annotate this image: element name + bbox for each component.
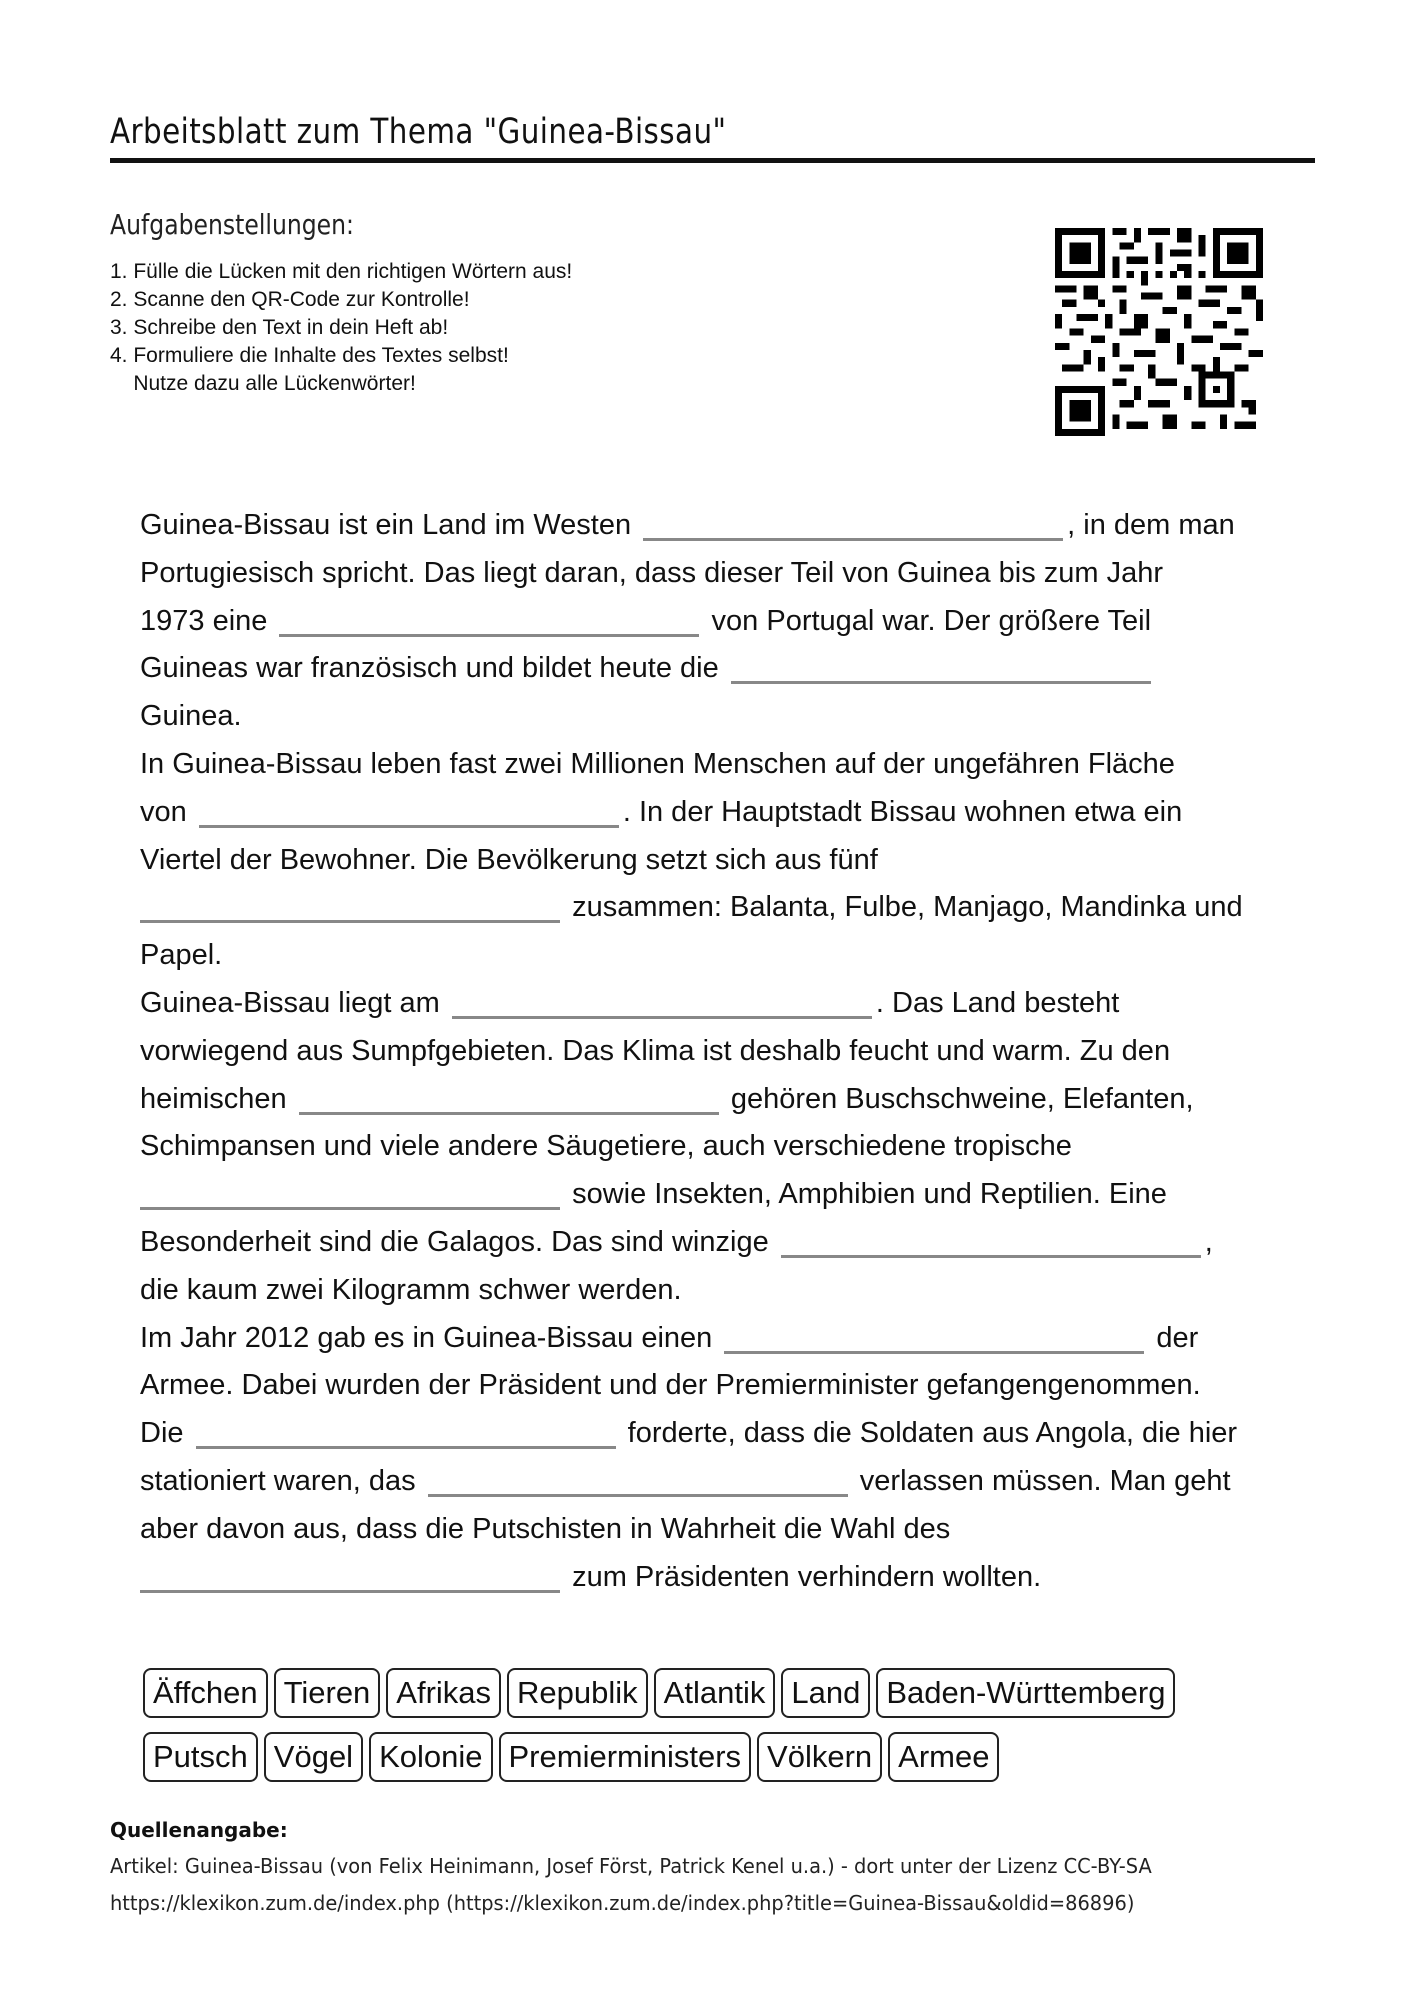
cloze-text [140, 502, 1290, 1601]
word-chip[interactable]: Putsch [143, 1732, 258, 1782]
tasks-heading: Aufgabenstellungen: [110, 208, 354, 241]
text-segment: In Guinea-Bissau leben fast zwei Millionen Menschen auf der ungefähren Fläche [140, 747, 1175, 780]
blank-field[interactable] [279, 604, 699, 637]
text-segment: Guinea-Bissau ist ein Land im Westen [140, 509, 632, 541]
task-list [110, 258, 572, 398]
text-segment: aber davon aus, dass die Putschisten in Wahrheit die Wahl des [140, 1512, 951, 1545]
word-chip[interactable]: Tieren [274, 1668, 381, 1718]
blank-field[interactable] [781, 1225, 1201, 1258]
page-title: Arbeitsblatt zum Thema "Guinea-Bissau" [110, 112, 727, 152]
text-segment: forderte, dass die Soldaten aus Angola, die hier [627, 1417, 1238, 1450]
text-segment: 1973 eine [140, 604, 268, 637]
word-chip[interactable]: Vögel [264, 1732, 363, 1782]
word-chip[interactable]: Land [781, 1668, 870, 1718]
text-segment: von [140, 795, 187, 828]
blank-field[interactable] [196, 1416, 616, 1449]
task-item: 4. Formuliere die Inhalte des Textes selbst! [110, 344, 509, 367]
text-segment: Guinea-Bissau liegt am [140, 986, 440, 1019]
text-segment: Viertel der Bewohner. Die Bevölkerung setzt sich aus fünf [140, 843, 878, 876]
blank-field[interactable] [428, 1464, 848, 1497]
word-bank-row [143, 1668, 1303, 1718]
text-segment: die kaum zwei Kilogramm schwer werden. [140, 1273, 682, 1306]
word-bank-row [143, 1732, 1303, 1782]
task-item: 2. Scanne den QR-Code zur Kontrolle! [110, 288, 470, 311]
blank-field[interactable] [452, 986, 872, 1019]
text-segment: heimischen [140, 1082, 287, 1115]
text-segment: vorwiegend aus Sumpfgebieten. Das Klima ist deshalb feucht und warm. Zu den [140, 1034, 1171, 1067]
word-chip[interactable]: Atlantik [654, 1668, 776, 1718]
text-segment: zum Präsidenten verhindern wollten. [572, 1560, 1042, 1593]
text-segment: Papel. [140, 939, 223, 972]
text-segment: . In der Hauptstadt Bissau wohnen etwa ein [622, 795, 1183, 828]
task-item: 3. Schreibe den Text in dein Heft ab! [110, 316, 449, 339]
blank-field[interactable] [643, 508, 1063, 541]
text-segment: Die [140, 1417, 184, 1450]
blank-field[interactable] [140, 1560, 560, 1593]
text-segment: von Portugal war. Der größere Teil [711, 604, 1152, 637]
word-chip[interactable]: Premierministers [499, 1732, 752, 1782]
word-chip[interactable]: Afrikas [386, 1668, 501, 1718]
source-citation: Artikel: Guinea-Bissau (von Felix Heinimann, Josef Först, Patrick Kenel u.a.) - dort unter der Lizenz CC-BY-SA [110, 1854, 1152, 1878]
word-chip[interactable]: Äffchen [143, 1668, 268, 1718]
title-divider [110, 158, 1315, 163]
word-chip[interactable]: Kolonie [369, 1732, 492, 1782]
text-segment: Besonderheit sind die Galagos. Das sind winzige [140, 1225, 769, 1258]
text-segment: Im Jahr 2012 gab es in Guinea-Bissau einen [140, 1321, 713, 1354]
text-segment: Schimpansen und viele andere Säugetiere, auch verschiedene tropische [140, 1130, 1072, 1163]
text-segment: gehören Buschschweine, Elefanten, [730, 1082, 1194, 1115]
task-item: 1. Fülle die Lücken mit den richtigen Wörtern aus! [110, 260, 573, 283]
text-segment: , in dem man [1067, 509, 1235, 541]
source-heading: Quellenangabe: [110, 1818, 288, 1842]
blank-field[interactable] [199, 795, 619, 828]
task-item: Nutze dazu alle Lückenwörter! [110, 372, 416, 395]
text-segment: sowie Insekten, Amphibien und Reptilien. Eine [572, 1178, 1167, 1211]
blank-field[interactable] [731, 651, 1151, 684]
text-segment: , [1204, 1225, 1213, 1258]
text-segment: zusammen: Balanta, Fulbe, Manjago, Mandinka und [572, 891, 1243, 924]
word-chip[interactable]: Völkern [757, 1732, 882, 1782]
text-segment: Guinea. [140, 700, 242, 733]
text-segment: Portugiesisch spricht. Das liegt daran, dass dieser Teil von Guinea bis zum Jahr [140, 556, 1164, 589]
blank-field[interactable] [140, 1177, 560, 1210]
text-segment: der [1156, 1321, 1199, 1354]
text-segment: Armee. Dabei wurden der Präsident und der Premierminister gefangengenommen. [140, 1369, 1201, 1402]
text-segment: . Das Land besteht [875, 986, 1120, 1019]
word-chip[interactable]: Armee [888, 1732, 999, 1782]
blank-field[interactable] [140, 890, 560, 923]
qr-code-icon[interactable] [1055, 228, 1263, 436]
word-bank [143, 1668, 1303, 1796]
source-link[interactable]: https://klexikon.zum.de/index.php (https://klexikon.zum.de/index.php?title=Guinea-Bissau&oldid=86896) [110, 1891, 1135, 1915]
blank-field[interactable] [724, 1321, 1144, 1354]
text-segment: stationiert waren, das [140, 1464, 416, 1497]
word-chip[interactable]: Baden-Württemberg [876, 1668, 1175, 1718]
text-segment: Guineas war französisch und bildet heute die [140, 652, 719, 685]
word-chip[interactable]: Republik [507, 1668, 648, 1718]
text-segment: verlassen müssen. Man geht [859, 1464, 1231, 1497]
blank-field[interactable] [299, 1082, 719, 1115]
